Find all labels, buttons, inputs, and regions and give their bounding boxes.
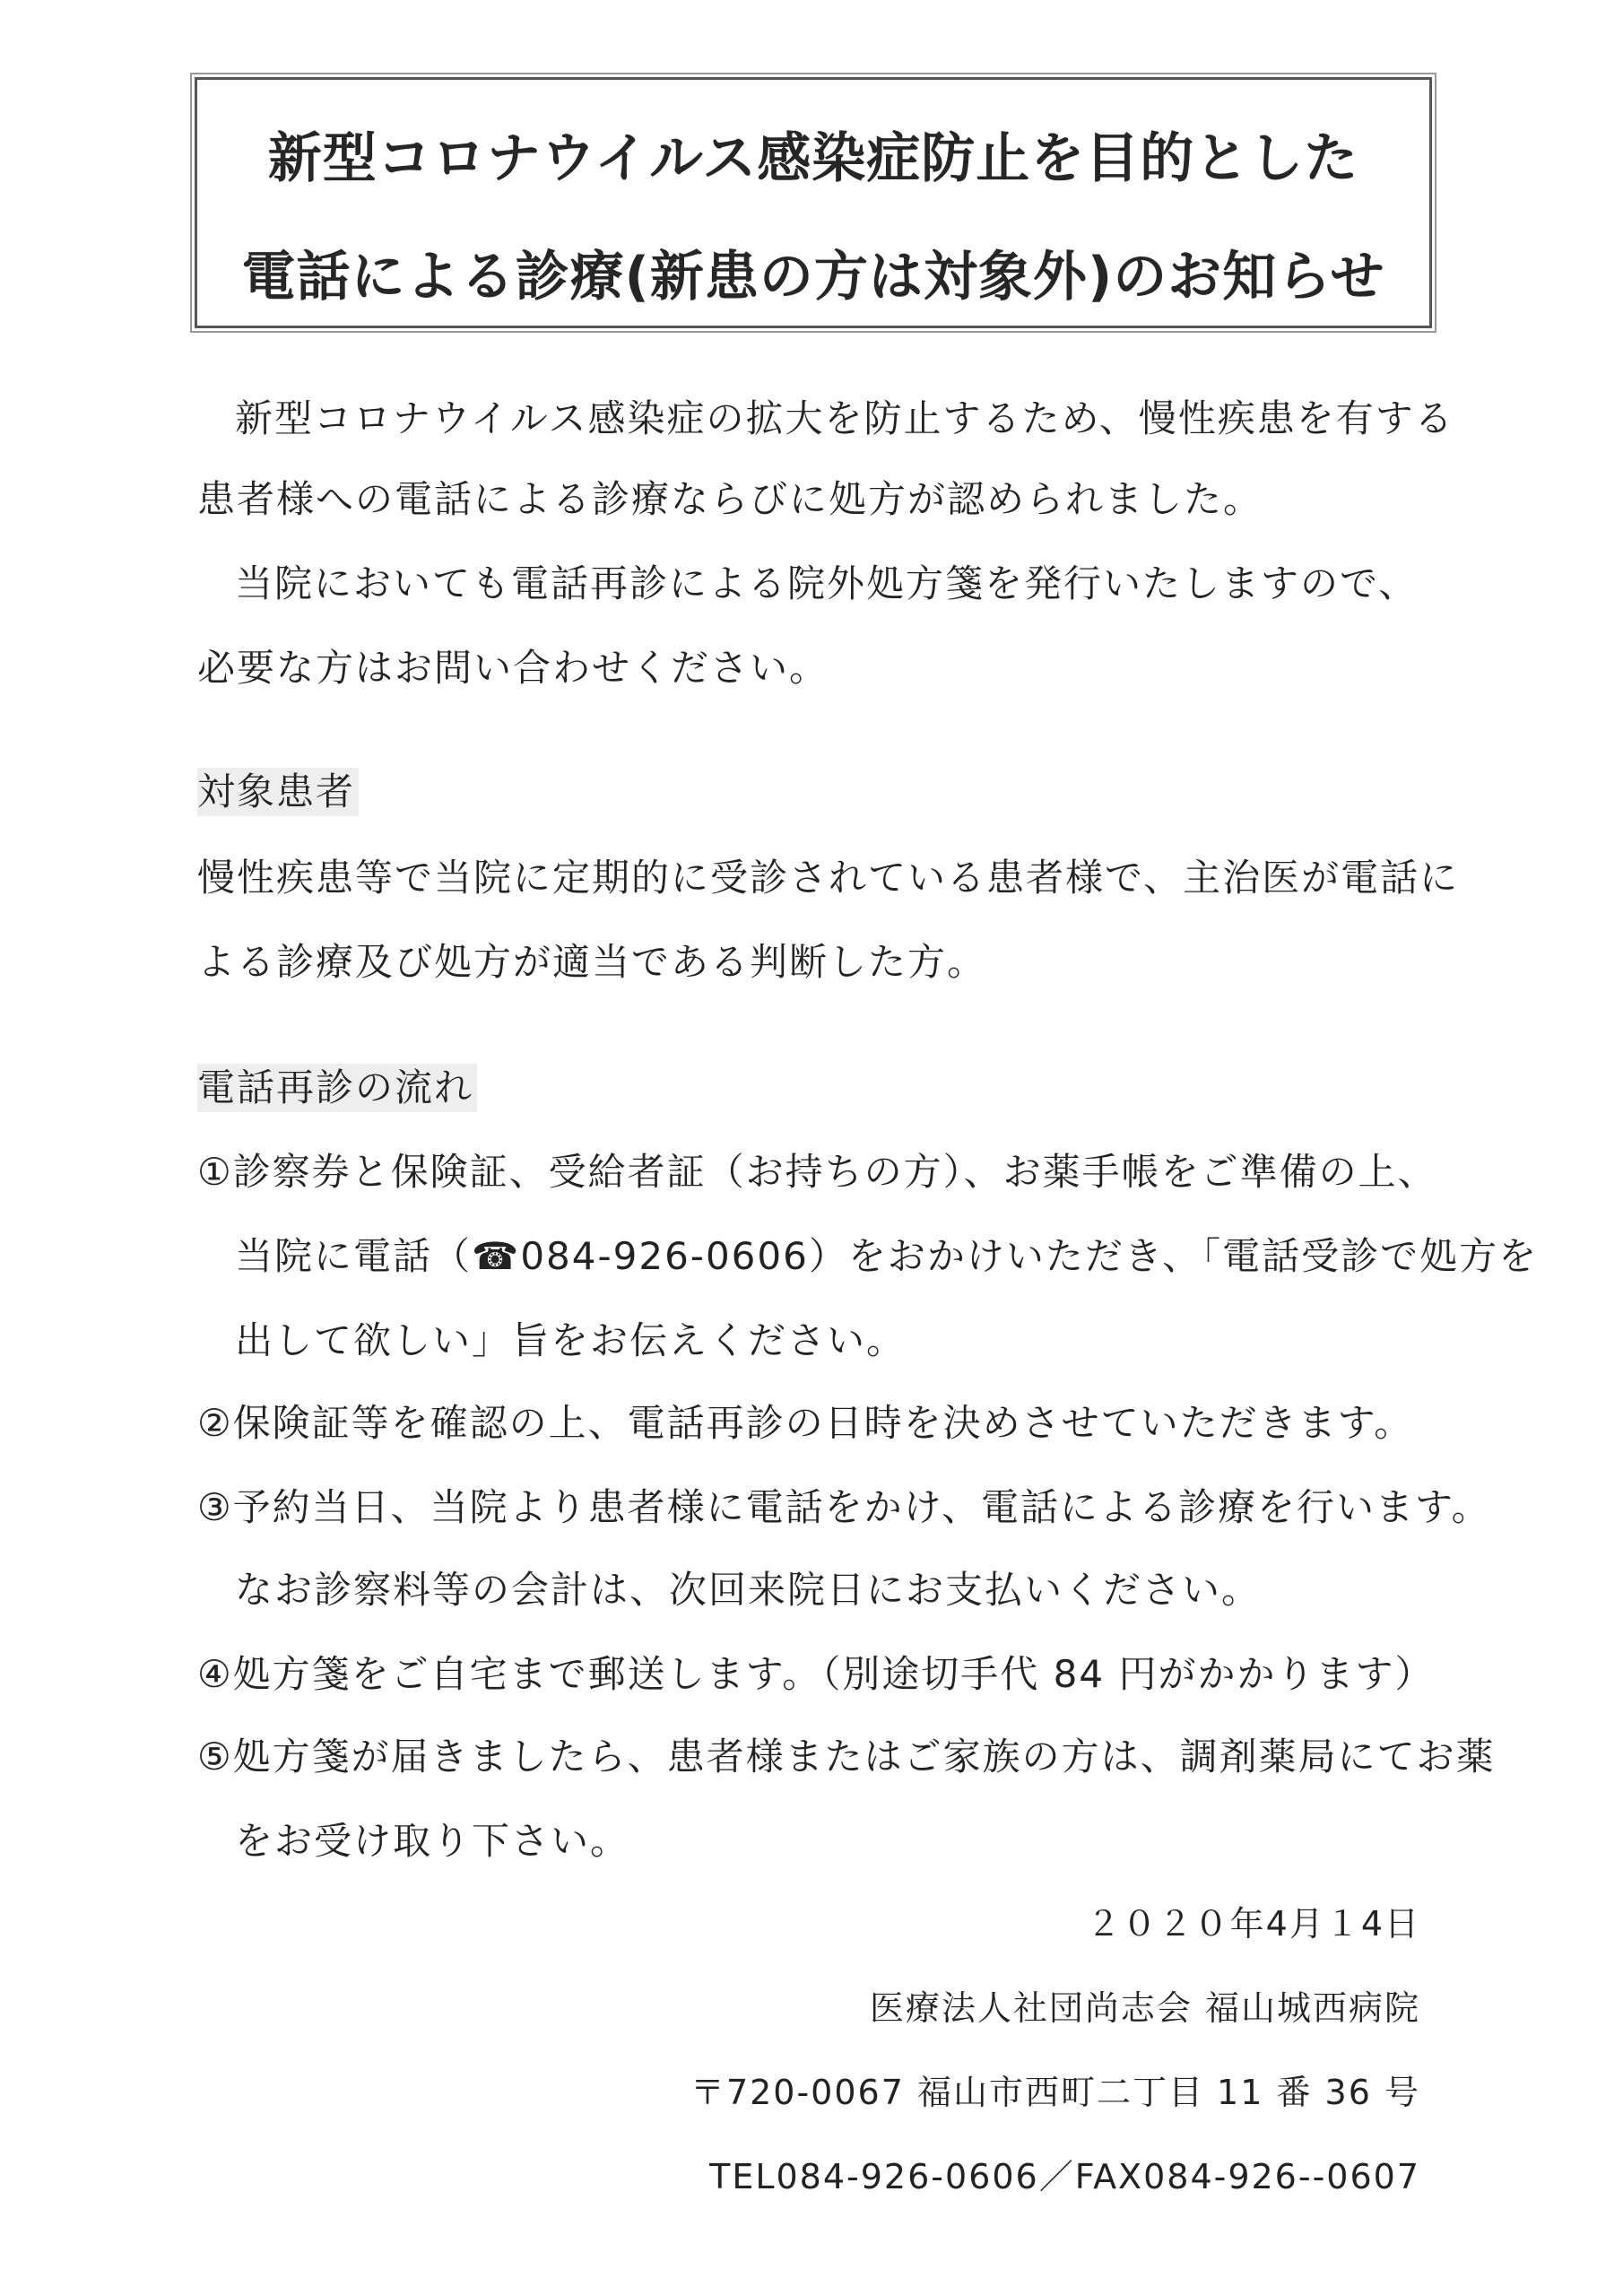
title-line-2: 電話による診療(新患の方は対象外)のお知らせ [241,246,1385,309]
intro-line-1: 新型コロナウイルス感染症の拡大を防止するため、慢性疾患を有する [235,396,1454,440]
title-line-1: 新型コロナウイルス感染症防止を目的とした [267,127,1359,190]
target-heading: 対象患者 [197,768,359,816]
flow-step-1-cont-2: 出して欲しい」旨をお伝えください。 [235,1318,907,1362]
postal-address: 〒720-0067 福山市西町二丁目 11 番 36 号 [690,2073,1420,2112]
flow-step-3: ③予約当日、当院より患者様に電話をかけ、電話による診療を行います。 [197,1485,1491,1529]
organization-name: 医療法人社団尚志会 福山城西病院 [869,1988,1420,2028]
flow-step-5-cont: をお受け取り下さい。 [235,1819,630,1863]
flow-step-2: ②保険証等を確認の上、電話再診の日時を決めさせていただきます。 [197,1401,1414,1445]
title-box [195,77,1432,328]
contact-info: TEL084-926-0606／FAX084-926--0607 [709,2157,1420,2196]
flow-step-3-cont: なお診察料等の会計は、次回来院日にお支払いください。 [235,1568,1262,1612]
flow-step-1-cont-1: 当院に電話（☎084-926-0606）をおかけいただき、「電話受診で処方を [235,1234,1539,1278]
intro-line-4: 必要な方はお問い合わせください。 [197,646,829,690]
intro-line-3: 当院においても電話再診による院外処方箋を発行いたしますので、 [235,561,1419,605]
flow-step-1: ①診察券と保険証、受給者証（お持ちの方）、お薬手帳をご準備の上、 [197,1150,1437,1194]
flow-heading: 電話再診の流れ [197,1064,477,1112]
target-line-1: 慢性疾患等で当院に定期的に受診されている患者様で、主治医が電話に [197,856,1460,900]
flow-step-5: ⑤処方箋が届きましたら、患者様またはご家族の方は、調剤薬局にてお薬 [197,1735,1496,1779]
flow-step-4: ④処方箋をご自宅まで郵送します。（別途切手代 84 円がかかります） [197,1652,1435,1696]
target-line-2: よる診療及び処方が適当である判断した方。 [197,940,987,984]
intro-line-2: 患者様への電話による診療ならびに処方が認められました。 [197,477,1263,521]
issue-date: ２０２０年4月１4日 [1086,1904,1420,1944]
